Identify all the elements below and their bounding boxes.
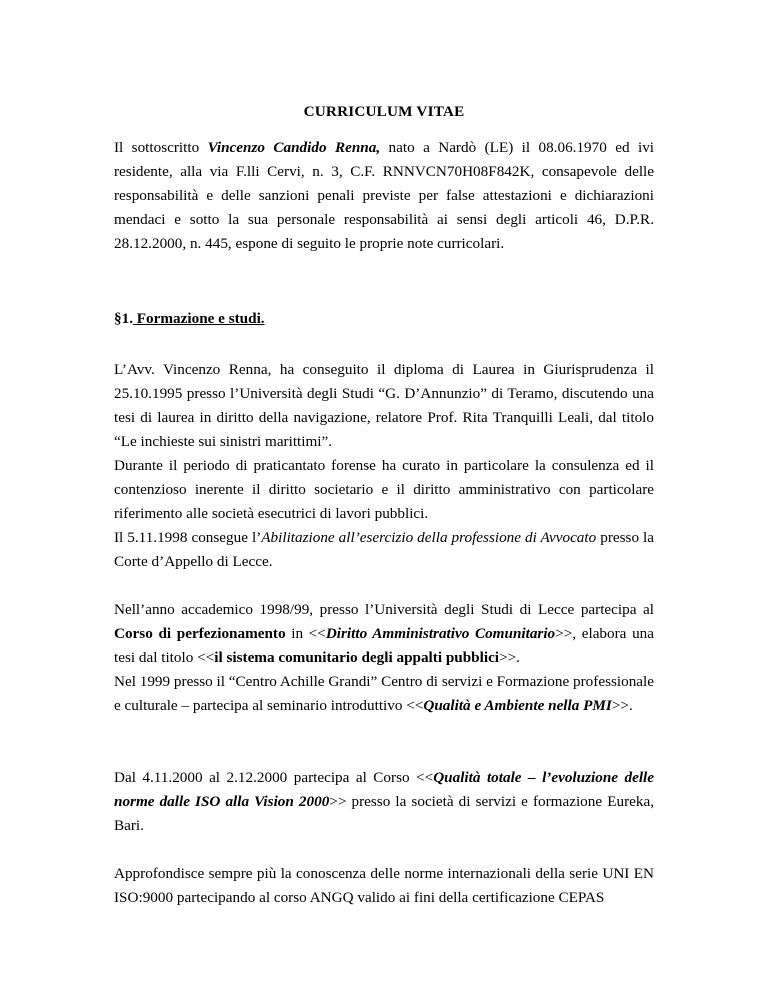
- paragraph-laurea: L’Avv. Vincenzo Renna, ha conseguito il diploma di Laurea in Giurisprudenza il 25.10.1995 presso l’Università degli Studi “G. D’Annunzio” di Teramo, discutendo una tesi di laurea in diritto della navigazione, relatore Prof. Rita Tranquilli Leali, dal titolo “Le inchieste sui sinistri marittimi”.: [114, 361, 654, 450]
- paragraph-iso9000: Approfondisce sempre più la conoscenza delle norme internazionali della serie UNI EN ISO:9000 partecipando al corso ANGQ valido ai fini della certificazione CEPAS: [114, 865, 654, 906]
- section-title: Formazione e studi.: [132, 310, 265, 327]
- corso-subject: Diritto Amministrativo Comunitario: [325, 625, 556, 642]
- text-run: >>.: [499, 649, 520, 666]
- text-run: Nel 1999 presso il “Centro Achille Grandi” Centro di servizi e Formazione professionale e culturale – partecipa al seminario introduttivo <<: [114, 673, 654, 714]
- text-run: presso la Corte d’Appello di Lecce.: [114, 529, 655, 570]
- author-name: Vincenzo Candido Renna,: [207, 139, 381, 156]
- paragraph-corso-qualita: [114, 766, 654, 838]
- text-run: Dal 4.11.2000 al 2.12.2000 partecipa al Corso <<: [114, 769, 434, 786]
- text-run: Nell’anno accademico 1998/99, presso l’Università degli Studi di Lecce partecipa al: [114, 601, 654, 618]
- paragraph-praticantato: Durante il periodo di praticantato forense ha curato in particolare la consulenza ed il contenzioso inerente il diritto societario e il diritto amministrativo con particolare riferimento alle società esecutrici di lavori pubblici.: [114, 457, 654, 522]
- section-heading-formazione: [114, 307, 265, 331]
- text-run: Il 5.11.1998 consegue l’: [114, 529, 262, 546]
- seminario-title: Qualità e Ambiente nella PMI: [423, 697, 612, 714]
- document-title: CURRICULUM VITAE: [303, 103, 465, 120]
- section-number: §1.: [114, 310, 133, 327]
- text-run: >>, elabora una tesi dal titolo <<: [114, 625, 654, 666]
- intro-prefix: Il sottoscritto: [114, 139, 208, 156]
- text-run: >> presso la società di servizi e formazione Eureka, Bari.: [114, 793, 654, 834]
- intro-body: nato a Nardò (LE) il 08.06.1970 ed ivi residente, alla via F.lli Cervi, n. 3, C.F. RNNVCN70H08F842K, consapevole delle responsabilità e delle sanzioni penali previste per false attestazioni e dichiarazioni mendaci e sotto la sua personale responsabilità ai sensi degli articoli 46, D.P.R. 28.12.2000, n. 445, espone di seguito le proprie note curricolari.: [114, 139, 655, 252]
- corso-qualita-title: Qualità totale – l’evoluzione delle norme dalle ISO alla Vision 2000: [114, 769, 654, 810]
- abilitazione-title: Abilitazione all’esercizio della professione di Avvocato: [261, 529, 597, 546]
- text-run: >>.: [611, 697, 633, 714]
- paragraph-seminario: [114, 670, 654, 718]
- paragraph-abilitazione: [114, 526, 654, 574]
- corso-title: Corso di perfezionamento: [114, 625, 286, 642]
- intro-paragraph: [114, 136, 654, 256]
- paragraph-perfezionamento: [114, 598, 654, 670]
- text-run: in <<: [285, 625, 326, 642]
- tesi-title: il sistema comunitario degli appalti pubblici: [214, 649, 500, 666]
